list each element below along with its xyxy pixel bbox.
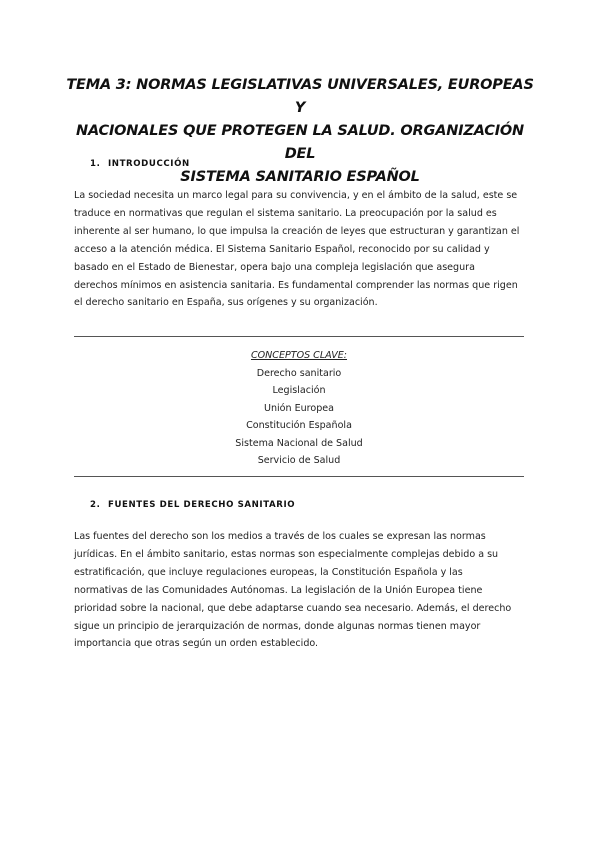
text-line: traduce en normativas que regulan el sistema sanitario. La preocupación por la salud es xyxy=(74,207,497,219)
section-number: 2. xyxy=(90,500,101,510)
text-line: Las fuentes del derecho son los medios a través de los cuales se expresan las normas xyxy=(74,531,486,542)
key-concept-item: Servicio de Salud xyxy=(257,455,341,466)
title-line: NACIONALES QUE PROTEGEN LA SALUD. ORGANIZACIÓN DEL xyxy=(76,123,524,162)
text-line: basado en el Estado de Bienestar, opera bajo una compleja legislación que asegura xyxy=(74,261,475,273)
text-line: La sociedad necesita un marco legal para su convivencia, y en el ámbito de la salud, este se xyxy=(74,190,518,201)
text-line: jurídicas. En el ámbito sanitario, estas normas son especialmente complejas debido a su xyxy=(74,548,499,560)
text-line: derechos mínimos en asistencia sanitaria. Es fundamental comprender las normas que rigen xyxy=(74,279,518,291)
title-line: SISTEMA SANITARIO ESPAÑOL xyxy=(180,169,420,185)
key-concept-item: Legislación xyxy=(272,385,326,396)
section-title: INTRODUCCIÓN xyxy=(108,159,190,169)
text-line: inherente al ser humano, lo que impulsa la creación de leyes que estructuran y garantizan el xyxy=(74,225,520,237)
text-line: importancia que otras según un orden establecido. xyxy=(74,638,319,650)
section-heading-fuentes xyxy=(90,500,295,510)
text-line: sigue un principio de jerarquización de normas, donde algunas normas tienen mayor xyxy=(74,620,481,632)
text-line: acceso a la atención médica. El Sistema Sanitario Español, reconocido por su calidad y xyxy=(74,243,490,255)
paragraph-fuentes xyxy=(74,528,530,653)
text-line: estratificación, que incluye regulaciones europeas, la Constitución Española y las xyxy=(74,566,463,578)
page-title xyxy=(60,74,540,189)
key-concept-item: Sistema Nacional de Salud xyxy=(235,437,363,449)
divider-top xyxy=(74,336,524,337)
key-concept-item: Constitución Española xyxy=(246,420,352,431)
section-heading-introduccion xyxy=(90,159,190,169)
paragraph-introduccion xyxy=(74,187,530,312)
key-concept-item: Derecho sanitario xyxy=(256,367,342,379)
text-line: normativas de las Comunidades Autónomas. La legislación de la Unión Europea tiene xyxy=(74,584,483,596)
section-title: FUENTES DEL DERECHO SANITARIO xyxy=(108,500,296,510)
text-line: prioridad sobre la nacional, que debe adaptarse cuando sea necesario. Además, el derecho xyxy=(74,602,512,614)
key-concept-item: Unión Europea xyxy=(263,402,335,414)
key-concepts-heading: CONCEPTOS CLAVE: xyxy=(250,350,348,361)
key-concepts-box xyxy=(74,347,524,470)
section-number: 1. xyxy=(90,159,101,169)
text-line: el derecho sanitario en España, sus orígenes y su organización. xyxy=(74,297,378,309)
divider-bottom xyxy=(74,476,524,477)
title-line: TEMA 3: NORMAS LEGISLATIVAS UNIVERSALES, EUROPEAS Y xyxy=(66,77,534,116)
